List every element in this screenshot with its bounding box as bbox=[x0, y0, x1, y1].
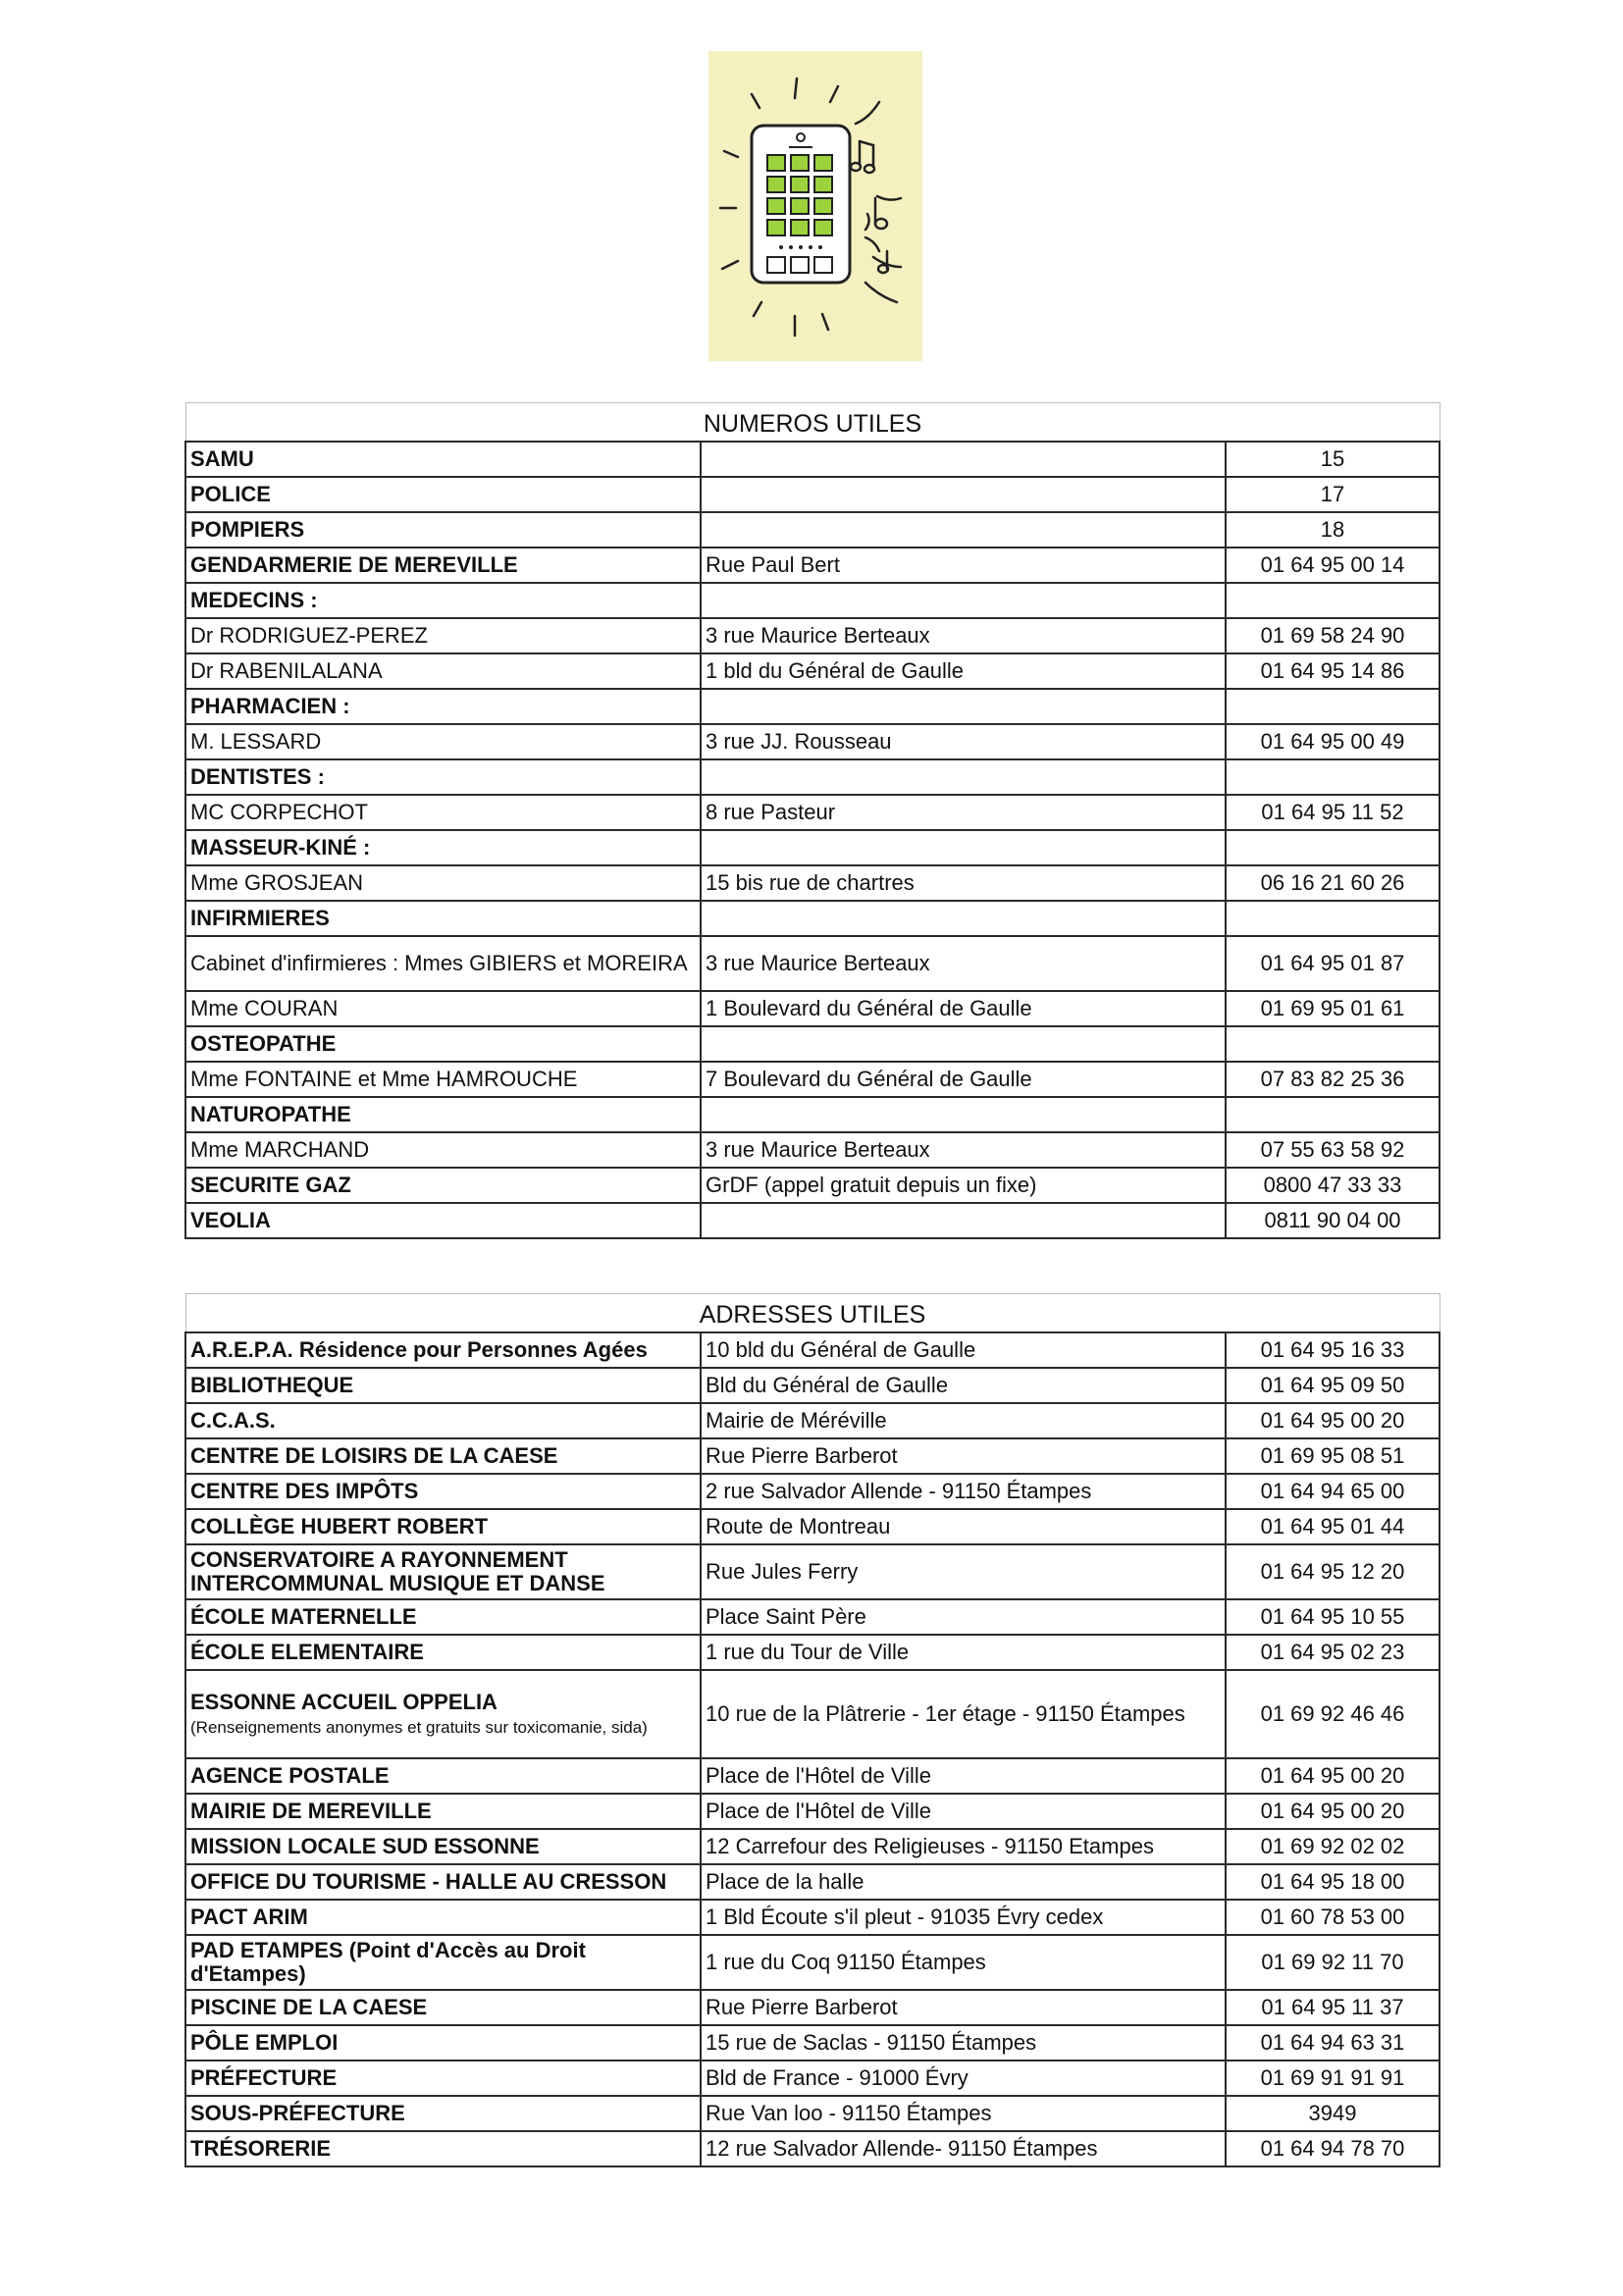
contact-name-text: PÔLE EMPLOI bbox=[190, 2030, 339, 2055]
contact-name bbox=[185, 1474, 701, 1509]
contact-phone: 18 bbox=[1226, 512, 1440, 548]
contact-phone: 01 64 94 63 31 bbox=[1226, 2025, 1440, 2061]
contact-name bbox=[185, 1203, 701, 1238]
contact-address bbox=[701, 901, 1226, 936]
table-row bbox=[185, 936, 1440, 991]
contact-name bbox=[185, 2131, 701, 2166]
table-row bbox=[185, 759, 1440, 795]
contact-address bbox=[701, 477, 1226, 512]
table-row bbox=[185, 1097, 1440, 1132]
contact-address bbox=[701, 442, 1226, 477]
contact-phone: 01 64 95 16 33 bbox=[1226, 1332, 1440, 1368]
contact-name-text: PRÉFECTURE bbox=[190, 2065, 338, 2090]
contact-name bbox=[185, 2096, 701, 2131]
contact-address: 10 rue de la Plâtrerie - 1er étage - 91150 Étampes bbox=[701, 1670, 1226, 1758]
contact-address bbox=[701, 830, 1226, 865]
contact-name-text: ÉCOLE ELEMENTAIRE bbox=[190, 1640, 424, 1664]
contact-name-text: CONSERVATOIRE A RAYONNEMENT INTERCOMMUNAL MUSIQUE ET DANSE bbox=[190, 1547, 605, 1595]
contact-name-text: NATUROPATHE bbox=[190, 1102, 351, 1126]
contact-name bbox=[185, 548, 701, 583]
contact-address: 3 rue Maurice Berteaux bbox=[701, 1132, 1226, 1168]
contact-name bbox=[185, 689, 701, 724]
contact-phone: 01 64 95 11 52 bbox=[1226, 795, 1440, 830]
contact-name-text: Cabinet d'infirmieres : Mmes GIBIERS et MOREIRA bbox=[190, 951, 688, 975]
contact-name bbox=[185, 1599, 701, 1635]
contact-address: Rue Jules Ferry bbox=[701, 1544, 1226, 1599]
contact-phone: 01 64 94 65 00 bbox=[1226, 1474, 1440, 1509]
contact-phone: 01 69 92 46 46 bbox=[1226, 1670, 1440, 1758]
table-row bbox=[185, 1438, 1440, 1474]
contact-name bbox=[185, 1368, 701, 1403]
table-row bbox=[185, 548, 1440, 583]
numeros-utiles-table bbox=[184, 402, 1440, 1239]
table-row bbox=[185, 1900, 1440, 1935]
contact-name bbox=[185, 1544, 701, 1599]
contact-name-text: C.C.A.S. bbox=[190, 1408, 276, 1433]
contact-address bbox=[701, 583, 1226, 618]
contact-address: Place de l'Hôtel de Ville bbox=[701, 1758, 1226, 1794]
contact-name-text: OFFICE DU TOURISME - HALLE AU CRESSON bbox=[190, 1869, 667, 1894]
contact-name bbox=[185, 1829, 701, 1864]
contact-phone: 07 55 63 58 92 bbox=[1226, 1132, 1440, 1168]
contact-name bbox=[185, 901, 701, 936]
table-row bbox=[185, 1599, 1440, 1635]
contact-phone bbox=[1226, 689, 1440, 724]
table-row bbox=[185, 901, 1440, 936]
contact-address: 15 bis rue de chartres bbox=[701, 865, 1226, 901]
contact-phone: 01 64 95 09 50 bbox=[1226, 1368, 1440, 1403]
table-row bbox=[185, 2131, 1440, 2166]
table-row bbox=[185, 1062, 1440, 1097]
table-row bbox=[185, 2096, 1440, 2131]
table-row bbox=[185, 1203, 1440, 1238]
contact-name bbox=[185, 1168, 701, 1203]
contact-phone: 01 64 95 00 14 bbox=[1226, 548, 1440, 583]
contact-phone: 06 16 21 60 26 bbox=[1226, 865, 1440, 901]
table-row bbox=[185, 2061, 1440, 2096]
contact-name-text: BIBLIOTHEQUE bbox=[190, 1373, 354, 1397]
contact-name-text: PAD ETAMPES (Point d'Accès au Droit d'Etampes) bbox=[190, 1938, 586, 1986]
table-row bbox=[185, 1026, 1440, 1062]
numeros-utiles-title: NUMEROS UTILES bbox=[185, 403, 1440, 443]
contact-name-text: Mme FONTAINE et Mme HAMROUCHE bbox=[190, 1067, 578, 1091]
contact-address: Place de la halle bbox=[701, 1864, 1226, 1900]
adresses-utiles-title: ADRESSES UTILES bbox=[185, 1294, 1440, 1333]
table-row bbox=[185, 724, 1440, 759]
table-row bbox=[185, 1990, 1440, 2025]
contact-name bbox=[185, 795, 701, 830]
contact-address: Bld du Général de Gaulle bbox=[701, 1368, 1226, 1403]
table-row bbox=[185, 1758, 1440, 1794]
table-row bbox=[185, 512, 1440, 548]
contact-address bbox=[701, 759, 1226, 795]
contact-phone: 07 83 82 25 36 bbox=[1226, 1062, 1440, 1097]
contact-name-text: SOUS-PRÉFECTURE bbox=[190, 2101, 405, 2125]
contact-phone: 01 60 78 53 00 bbox=[1226, 1900, 1440, 1935]
contact-phone: 01 64 95 11 37 bbox=[1226, 1990, 1440, 2025]
contact-note: (Renseignements anonymes et gratuits sur toxicomanie, sida) bbox=[190, 1718, 648, 1737]
contact-name-text: VEOLIA bbox=[190, 1208, 271, 1232]
contact-address: 1 Bld Écoute s'il pleut - 91035 Évry cedex bbox=[701, 1900, 1226, 1935]
contact-name bbox=[185, 1864, 701, 1900]
contact-phone: 01 64 95 00 20 bbox=[1226, 1403, 1440, 1438]
contact-phone: 01 64 95 00 20 bbox=[1226, 1794, 1440, 1829]
contact-phone: 17 bbox=[1226, 477, 1440, 512]
table-row bbox=[185, 1935, 1440, 1990]
table-row bbox=[185, 830, 1440, 865]
table-row bbox=[185, 1168, 1440, 1203]
contact-name bbox=[185, 477, 701, 512]
contact-name-text: PACT ARIM bbox=[190, 1905, 308, 1929]
contact-phone: 01 64 95 10 55 bbox=[1226, 1599, 1440, 1635]
contact-address: Place Saint Père bbox=[701, 1599, 1226, 1635]
table-row bbox=[185, 1544, 1440, 1599]
contact-address: 7 Boulevard du Général de Gaulle bbox=[701, 1062, 1226, 1097]
contact-address bbox=[701, 1097, 1226, 1132]
contact-name-text: M. LESSARD bbox=[190, 729, 322, 754]
contact-name bbox=[185, 936, 701, 991]
contact-address: Rue Paul Bert bbox=[701, 548, 1226, 583]
contact-name bbox=[185, 653, 701, 689]
contact-name bbox=[185, 1990, 701, 2025]
contact-address: 1 Boulevard du Général de Gaulle bbox=[701, 991, 1226, 1026]
contact-name bbox=[185, 1758, 701, 1794]
contact-address: 12 rue Salvador Allende- 91150 Étampes bbox=[701, 2131, 1226, 2166]
contact-address: Bld de France - 91000 Évry bbox=[701, 2061, 1226, 2096]
contact-name-text: PHARMACIEN : bbox=[190, 694, 350, 718]
contact-name-text: MAIRIE DE MEREVILLE bbox=[190, 1799, 432, 1823]
contact-name bbox=[185, 1900, 701, 1935]
contact-name-text: CENTRE DE LOISIRS DE LA CAESE bbox=[190, 1443, 558, 1468]
contact-name bbox=[185, 442, 701, 477]
contact-name bbox=[185, 1794, 701, 1829]
contact-name-text: Mme GROSJEAN bbox=[190, 870, 364, 895]
contact-name-text: Dr RABENILALANA bbox=[190, 658, 383, 683]
contact-phone: 3949 bbox=[1226, 2096, 1440, 2131]
table-row bbox=[185, 1794, 1440, 1829]
contact-name bbox=[185, 2025, 701, 2061]
table-row bbox=[185, 477, 1440, 512]
table-row bbox=[185, 618, 1440, 653]
contact-name bbox=[185, 1670, 701, 1758]
table-row bbox=[185, 1132, 1440, 1168]
contact-address: GrDF (appel gratuit depuis un fixe) bbox=[701, 1168, 1226, 1203]
contact-address: 12 Carrefour des Religieuses - 91150 Etampes bbox=[701, 1829, 1226, 1864]
contact-name bbox=[185, 724, 701, 759]
table-row bbox=[185, 1332, 1440, 1368]
contact-name-text: ÉCOLE MATERNELLE bbox=[190, 1604, 417, 1629]
contact-phone: 01 64 95 12 20 bbox=[1226, 1544, 1440, 1599]
contact-phone: 01 69 58 24 90 bbox=[1226, 618, 1440, 653]
contact-name bbox=[185, 1332, 701, 1368]
contact-phone: 01 69 91 91 91 bbox=[1226, 2061, 1440, 2096]
contact-name bbox=[185, 991, 701, 1026]
table-row bbox=[185, 1474, 1440, 1509]
contact-phone: 01 64 94 78 70 bbox=[1226, 2131, 1440, 2166]
contact-phone: 0800 47 33 33 bbox=[1226, 1168, 1440, 1203]
contact-name-text: SECURITE GAZ bbox=[190, 1173, 351, 1197]
contact-name bbox=[185, 1509, 701, 1544]
contact-name bbox=[185, 512, 701, 548]
contact-address: Rue Pierre Barberot bbox=[701, 1990, 1226, 2025]
contact-address bbox=[701, 512, 1226, 548]
contact-address: Rue Pierre Barberot bbox=[701, 1438, 1226, 1474]
contact-name-text: A.R.E.P.A. Résidence pour Personnes Agées bbox=[190, 1337, 648, 1362]
contact-name-text: ESSONNE ACCUEIL OPPELIA bbox=[190, 1690, 497, 1714]
table-row bbox=[185, 1635, 1440, 1670]
contact-address: 2 rue Salvador Allende - 91150 Étampes bbox=[701, 1474, 1226, 1509]
smartphone-music-icon bbox=[708, 51, 922, 361]
table-row bbox=[185, 1368, 1440, 1403]
contact-address: Route de Montreau bbox=[701, 1509, 1226, 1544]
contact-name bbox=[185, 1438, 701, 1474]
contact-phone: 01 69 95 08 51 bbox=[1226, 1438, 1440, 1474]
contact-name bbox=[185, 1062, 701, 1097]
contact-phone bbox=[1226, 830, 1440, 865]
table-row bbox=[185, 583, 1440, 618]
contact-phone: 15 bbox=[1226, 442, 1440, 477]
table-row bbox=[185, 1829, 1440, 1864]
contact-name-text: MEDECINS : bbox=[190, 588, 318, 612]
table-row bbox=[185, 865, 1440, 901]
contact-name-text: MASSEUR-KINÉ : bbox=[190, 835, 371, 860]
contact-phone bbox=[1226, 583, 1440, 618]
contact-name-text: Mme COURAN bbox=[190, 996, 339, 1020]
contact-name-text: DENTISTES : bbox=[190, 764, 325, 789]
contact-name bbox=[185, 830, 701, 865]
contact-phone: 01 69 95 01 61 bbox=[1226, 991, 1440, 1026]
contact-name-text: TRÉSORERIE bbox=[190, 2136, 332, 2161]
contact-phone: 01 64 95 00 49 bbox=[1226, 724, 1440, 759]
contact-address: Rue Van loo - 91150 Étampes bbox=[701, 2096, 1226, 2131]
contact-phone: 01 69 92 02 02 bbox=[1226, 1829, 1440, 1864]
contact-name bbox=[185, 583, 701, 618]
contact-address: 3 rue Maurice Berteaux bbox=[701, 618, 1226, 653]
table-row bbox=[185, 1509, 1440, 1544]
contact-phone: 01 69 92 11 70 bbox=[1226, 1935, 1440, 1990]
contact-name bbox=[185, 2061, 701, 2096]
table-row bbox=[185, 1403, 1440, 1438]
table-row bbox=[185, 991, 1440, 1026]
contact-name bbox=[185, 1635, 701, 1670]
table-row bbox=[185, 1864, 1440, 1900]
contact-address: 1 rue du Tour de Ville bbox=[701, 1635, 1226, 1670]
contact-address bbox=[701, 1203, 1226, 1238]
contact-name-text: Mme MARCHAND bbox=[190, 1137, 370, 1162]
contact-phone: 01 64 95 01 87 bbox=[1226, 936, 1440, 991]
contact-address: Mairie de Méréville bbox=[701, 1403, 1226, 1438]
contact-address: 3 rue Maurice Berteaux bbox=[701, 936, 1226, 991]
contact-phone bbox=[1226, 1026, 1440, 1062]
contact-phone bbox=[1226, 901, 1440, 936]
contact-name-text: CENTRE DES IMPÔTS bbox=[190, 1479, 419, 1503]
adresses-utiles-table bbox=[184, 1293, 1440, 2167]
contact-address: 1 bld du Général de Gaulle bbox=[701, 653, 1226, 689]
contact-name-text: GENDARMERIE DE MEREVILLE bbox=[190, 552, 518, 577]
contact-name-text: PISCINE DE LA CAESE bbox=[190, 1995, 428, 2019]
contact-name-text: INFIRMIERES bbox=[190, 906, 330, 930]
contact-address: 15 rue de Saclas - 91150 Étampes bbox=[701, 2025, 1226, 2061]
contact-name-text: POLICE bbox=[190, 482, 271, 506]
contact-address bbox=[701, 689, 1226, 724]
contact-name-text: COLLÈGE HUBERT ROBERT bbox=[190, 1514, 489, 1539]
contact-phone: 01 64 95 01 44 bbox=[1226, 1509, 1440, 1544]
contact-phone: 01 64 95 18 00 bbox=[1226, 1864, 1440, 1900]
contact-phone: 0811 90 04 00 bbox=[1226, 1203, 1440, 1238]
contact-name bbox=[185, 1097, 701, 1132]
contact-name bbox=[185, 1935, 701, 1990]
contact-phone bbox=[1226, 759, 1440, 795]
adresses-utiles-body bbox=[185, 1294, 1440, 2167]
contact-address: 10 bld du Général de Gaulle bbox=[701, 1332, 1226, 1368]
contact-name bbox=[185, 1403, 701, 1438]
table-row bbox=[185, 2025, 1440, 2061]
contact-phone bbox=[1226, 1097, 1440, 1132]
contact-name bbox=[185, 759, 701, 795]
numeros-utiles-body bbox=[185, 403, 1440, 1239]
contact-address: 3 rue JJ. Rousseau bbox=[701, 724, 1226, 759]
contact-phone: 01 64 95 14 86 bbox=[1226, 653, 1440, 689]
contact-phone: 01 64 95 00 20 bbox=[1226, 1758, 1440, 1794]
table-row bbox=[185, 442, 1440, 477]
contact-name-text: AGENCE POSTALE bbox=[190, 1763, 390, 1788]
contact-phone: 01 64 95 02 23 bbox=[1226, 1635, 1440, 1670]
table-row bbox=[185, 689, 1440, 724]
table-row bbox=[185, 653, 1440, 689]
contact-name-text: OSTEOPATHE bbox=[190, 1031, 337, 1056]
contact-address: 8 rue Pasteur bbox=[701, 795, 1226, 830]
contact-address bbox=[701, 1026, 1226, 1062]
table-row bbox=[185, 1670, 1440, 1758]
contact-name bbox=[185, 618, 701, 653]
table-row bbox=[185, 795, 1440, 830]
contact-name bbox=[185, 865, 701, 901]
contact-name-text: MC CORPECHOT bbox=[190, 800, 368, 824]
contact-name-text: MISSION LOCALE SUD ESSONNE bbox=[190, 1834, 540, 1858]
contact-name-text: SAMU bbox=[190, 446, 254, 471]
contact-address: Place de l'Hôtel de Ville bbox=[701, 1794, 1226, 1829]
contact-name-text: POMPIERS bbox=[190, 517, 305, 542]
contact-address: 1 rue du Coq 91150 Étampes bbox=[701, 1935, 1226, 1990]
contact-name bbox=[185, 1026, 701, 1062]
contact-name-text: Dr RODRIGUEZ-PEREZ bbox=[190, 623, 428, 648]
contact-name bbox=[185, 1132, 701, 1168]
